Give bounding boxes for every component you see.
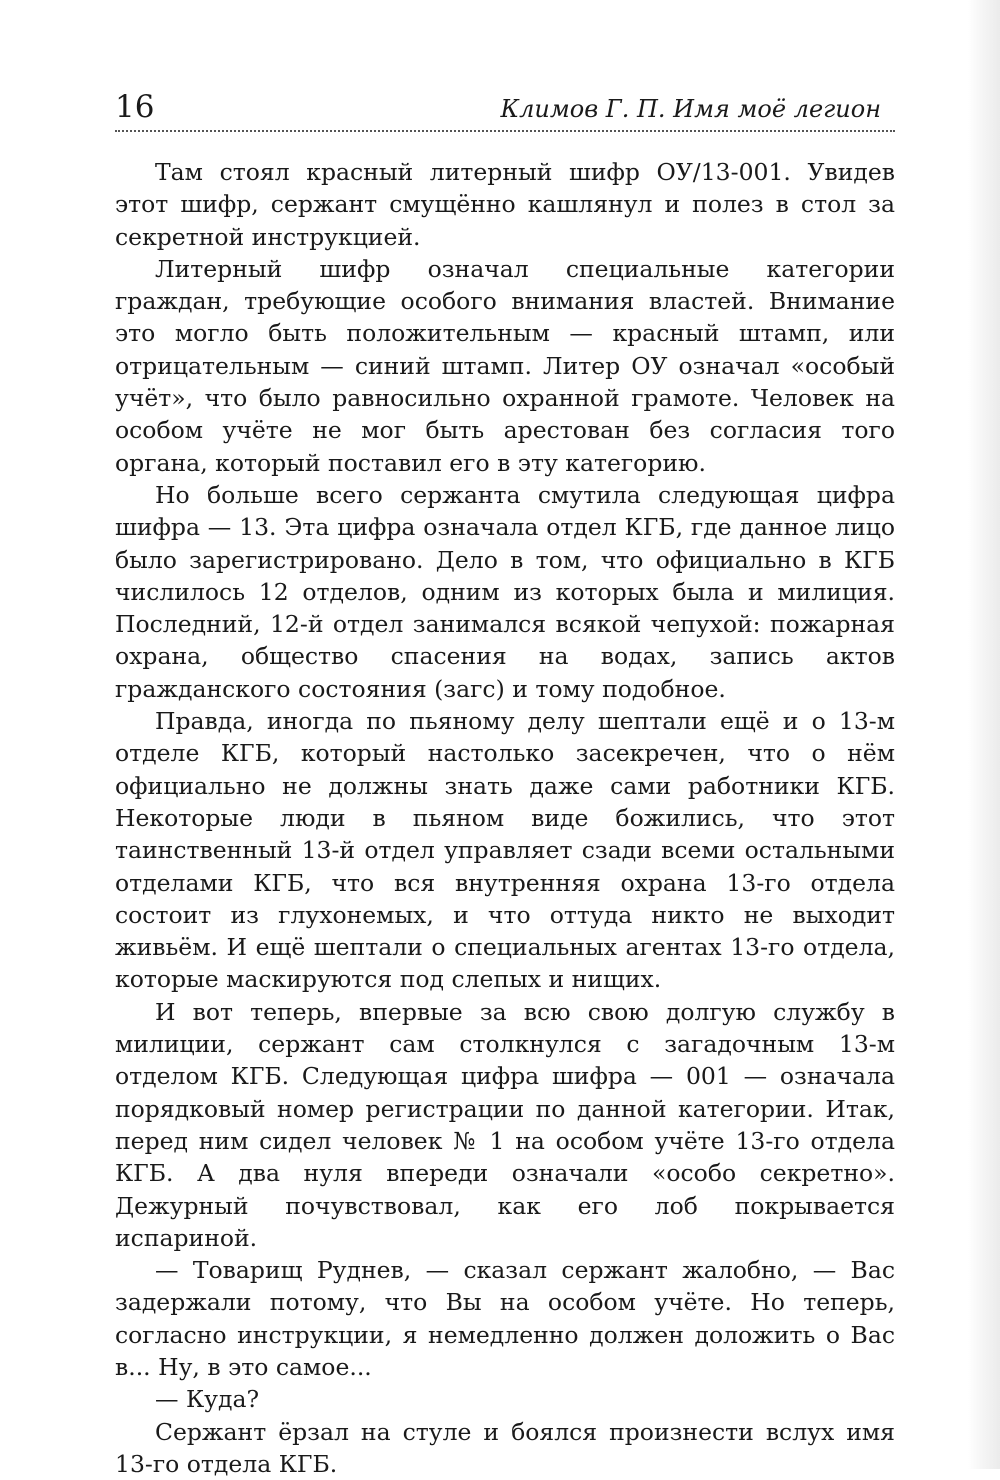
running-title: Климов Г. П. Имя моё легион <box>500 95 881 123</box>
page-header <box>115 86 895 132</box>
paragraph-4: Правда, иногда по пьяному делу шептали ещё и о 13-м отделе КГБ, который настолько засекречен, что о нём официально не должны знать даже сами работники КГБ. Некоторые люди в пьяном виде божились, что этот таинственный 13-й отдел управляет сзади всеми остальными отделами КГБ, что вся внутренняя охрана 13-го отдела состоит из глухонемых, и что оттуда никто не выходит живьём. И ещё шептали о специальных агентах 13-го отдела, которые маскируются под слепых и нищих. <box>115 707 895 994</box>
page-edge-shadow <box>968 0 1000 1469</box>
paragraph-3: Но больше всего сержанта смутила следующая цифра шифра — 13. Эта цифра означала отдел КГБ, где данное лицо было зарегистрировано. Дело в том, что официально в КГБ числилось 12 отделов, одним из которых была и милиция. Последний, 12-й отдел занимался всякой чепухой: пожарная охрана, общество спасения на водах, запись актов гражданского состояния (загс) и тому подобное. <box>115 480 895 703</box>
body-text <box>115 156 895 1480</box>
dialogue-line-2: — Куда? <box>155 1385 260 1414</box>
paragraph-2: Литерный шифр означал специальные категории граждан, требующие особого внимания властей. Внимание это могло быть положительным — красный штамп, или отрицательным — синий штамп. Литер ОУ означал «особый учёт», что было равносильно охранной грамоте. Человек на особом учёте не мог быть арестован без согласия того органа, который поставил его в эту категорию. <box>115 254 895 477</box>
dialogue-line-1: — Товарищ Руднев, — сказал сержант жалобно, — Вас задержали потому, что Вы на особом учёте. Но теперь, согласно инструкции, я немедленно должен доложить о Вас в... Ну, в это самое... <box>115 1256 895 1381</box>
paragraph-1: Там стоял красный литерный шифр ОУ/13-001. Увидев этот шифр, сержант смущённо кашлянул и полез в стол за секретной инструкцией. <box>115 158 895 251</box>
paragraph-5: И вот теперь, впервые за всю свою долгую службу в милиции, сержант сам столкнулся с загадочным 13-м отделом КГБ. Следующая цифра шифра — 001 — означала порядковый номер регистрации по данной категории. Итак, перед ним сидел человек № 1 на особом учёте 13-го отдела КГБ. А два нуля впереди означали «особо секретно». Дежурный почувствовал, как его лоб покрывается испариной. <box>115 997 895 1252</box>
paragraph-6: Сержант ёрзал на стуле и боялся произнести вслух имя 13-го отдела КГБ. <box>115 1417 895 1478</box>
page-number: 16 <box>115 89 155 125</box>
